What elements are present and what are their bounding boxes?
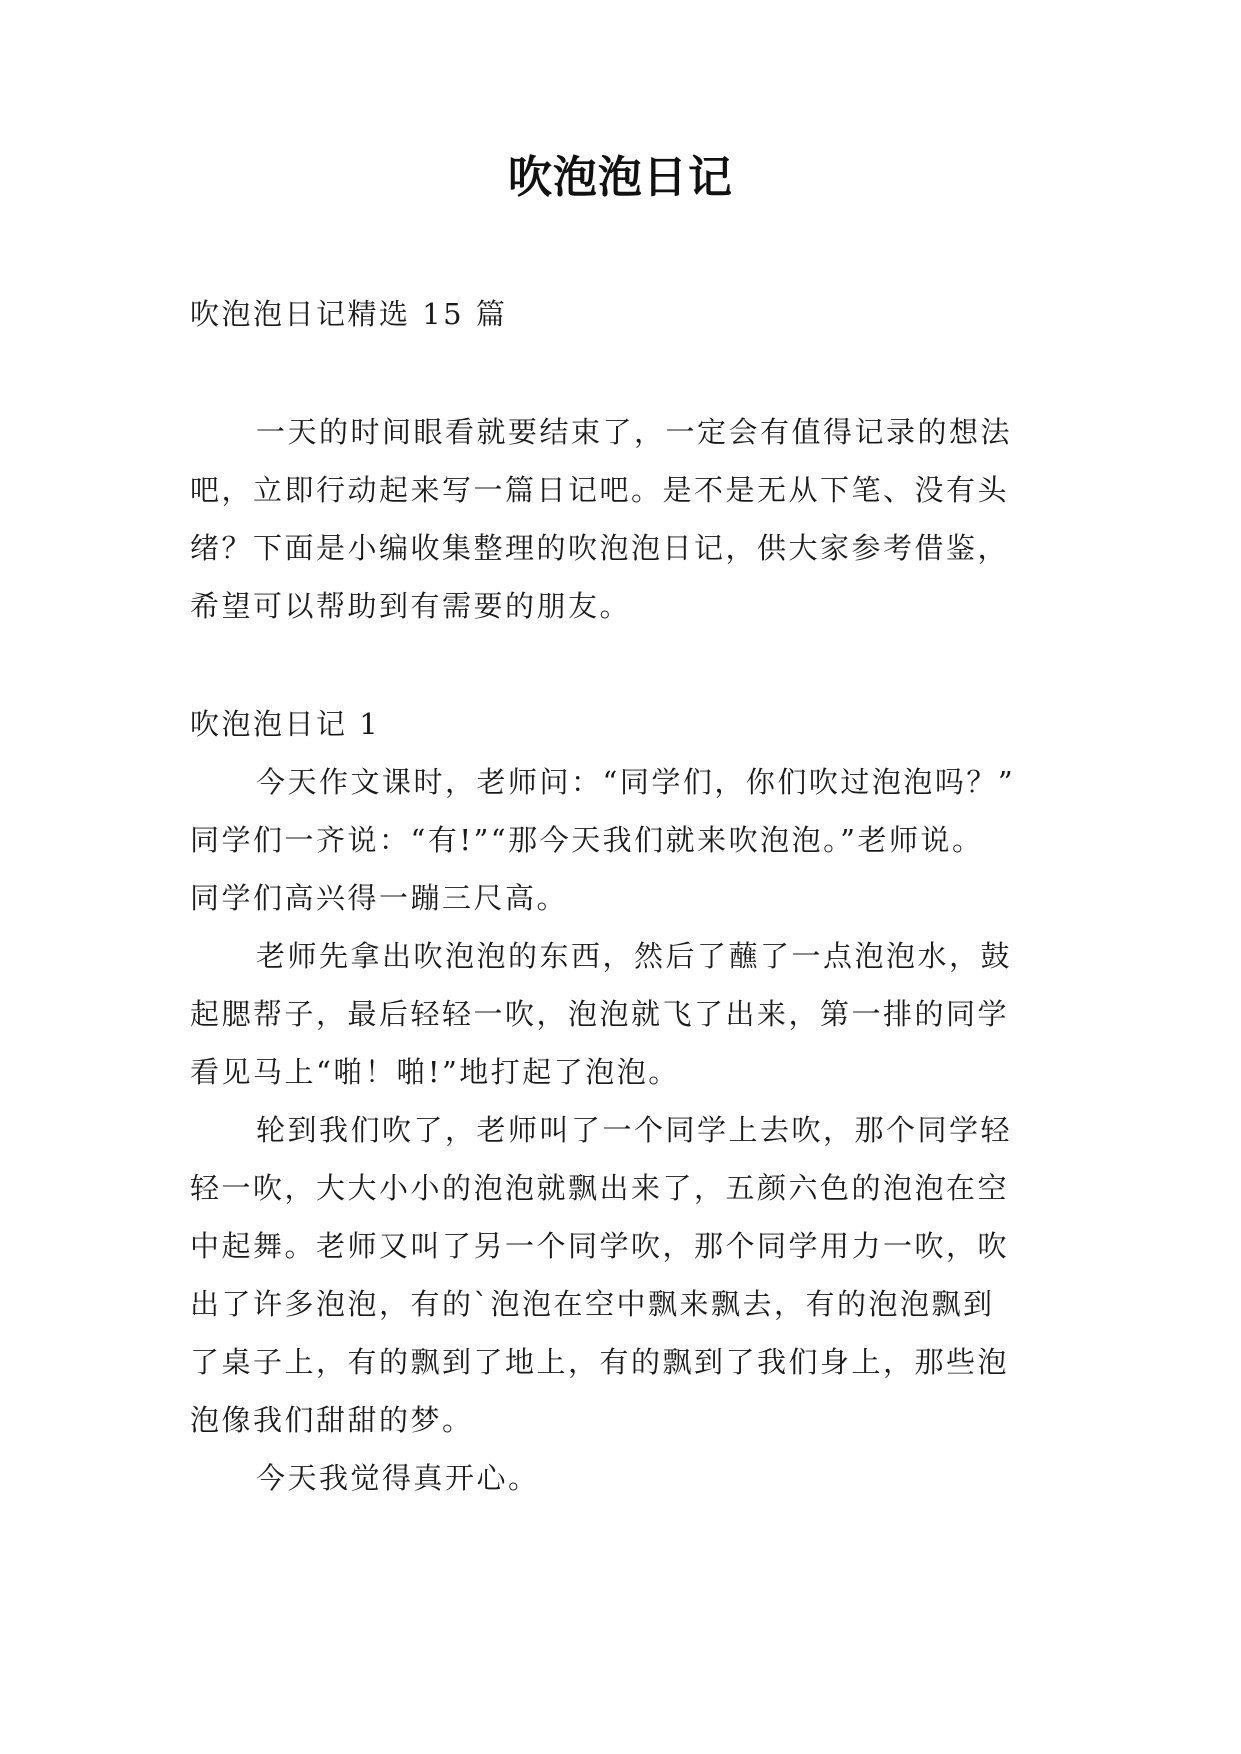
body-paragraph-1 [190, 753, 1052, 927]
paragraph-line: 看见马上“啪！啪!”地打起了泡泡。 [190, 1055, 680, 1089]
paragraph-line: 轮到我们吹了，老师叫了一个同学上去吹，那个同学轻 [256, 1113, 1013, 1147]
intro-line: 希望可以帮助到有需要的朋友。 [190, 589, 632, 623]
body-paragraph-3 [190, 1101, 1052, 1449]
paragraph-line: 今天作文课时，老师问：“同学们，你们吹过泡泡吗？” [256, 765, 1016, 799]
page-title: 吹泡泡日记 [508, 152, 733, 203]
paragraph-line: 起腮帮子，最后轻轻一吹，泡泡就飞了出来，第一排的同学 [190, 997, 1010, 1031]
paragraph-line: 今天我觉得真开心。 [256, 1461, 540, 1495]
body-paragraph-4 [190, 1449, 1052, 1507]
section-heading: 吹泡泡日记 1 [190, 707, 381, 741]
paragraph-line: 了桌子上，有的飘到了地上，有的飘到了我们身上，那些泡 [190, 1345, 1010, 1379]
subtitle [190, 285, 1052, 343]
paragraph-line: 老师先拿出吹泡泡的东西，然后了蘸了一点泡泡水，鼓 [256, 939, 1013, 973]
intro-paragraph [190, 403, 1052, 635]
diary-entry-1 [190, 695, 1052, 1507]
intro-line: 绪？下面是小编收集整理的吹泡泡日记，供大家参考借鉴， [190, 531, 1010, 565]
paragraph-line: 同学们一齐说：“有!”“那今天我们就来吹泡泡。”老师说。 [190, 823, 984, 857]
paragraph-line: 泡像我们甜甜的梦。 [190, 1403, 474, 1437]
intro-line: 吧，立即行动起来写一篇日记吧。是不是无从下笔、没有头 [190, 473, 1010, 507]
paragraph-line: 同学们高兴得一蹦三尺高。 [190, 881, 569, 915]
paragraph-line: 出了许多泡泡，有的`泡泡在空中飘来飘去，有的泡泡飘到 [190, 1287, 995, 1321]
paragraph-line: 轻一吹，大大小小的泡泡就飘出来了，五颜六色的泡泡在空 [190, 1171, 1010, 1205]
intro-line: 一天的时间眼看就要结束了，一定会有值得记录的想法 [256, 415, 1013, 449]
body-paragraph-2 [190, 927, 1052, 1101]
subtitle-text: 吹泡泡日记精选 15 篇 [190, 297, 508, 331]
paragraph-line: 中起舞。老师又叫了另一个同学吹，那个同学用力一吹，吹 [190, 1229, 1010, 1263]
